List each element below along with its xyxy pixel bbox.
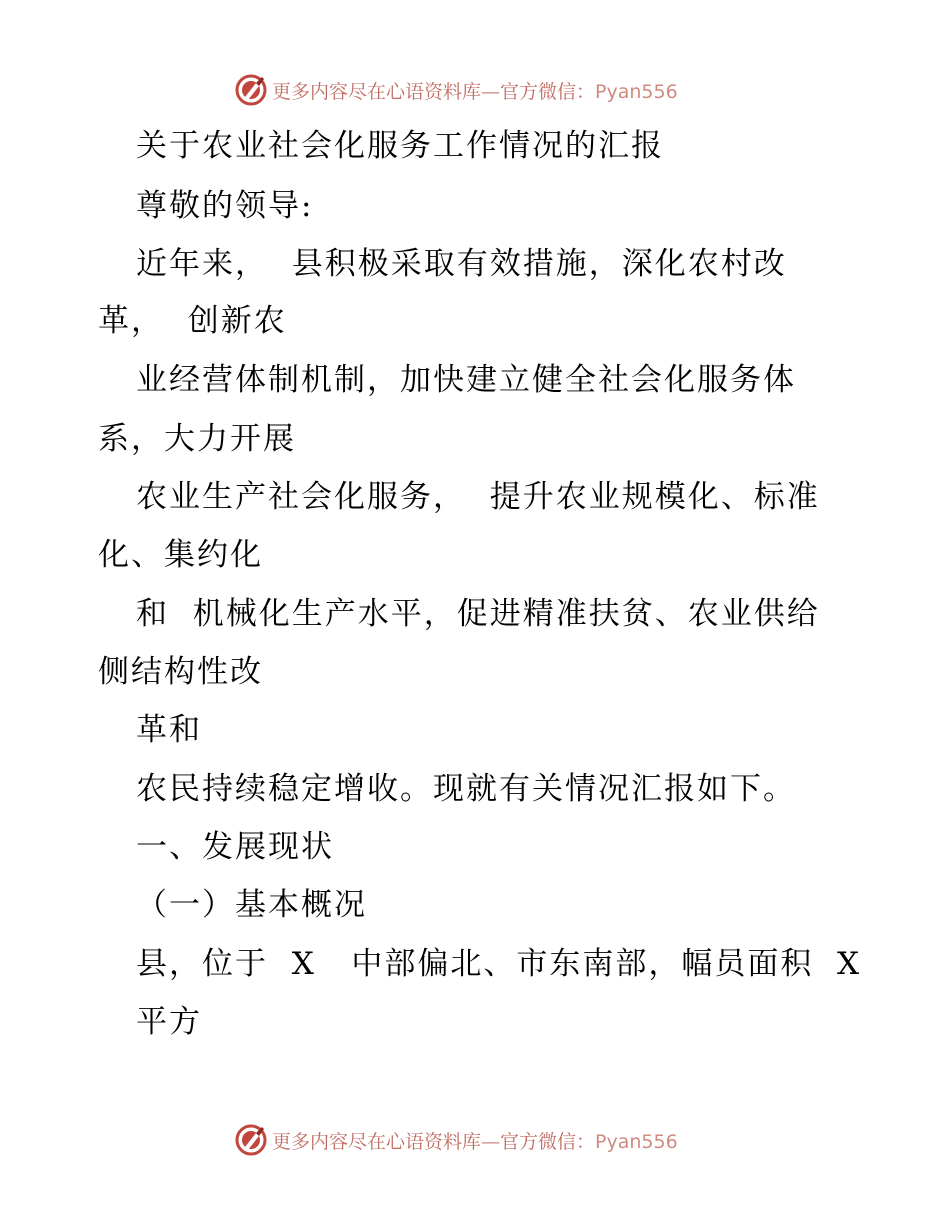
watermark-wechat-id: Pyan556 bbox=[595, 80, 678, 103]
paragraph-line: 县，位于 X 中部偏北、市东南部，幅员面积 X bbox=[136, 946, 862, 982]
watermark-separator: — bbox=[481, 80, 501, 103]
watermark-main-text: 更多内容尽在心语资料库 bbox=[272, 1130, 482, 1153]
paragraph-line: 系，大力开展 bbox=[98, 421, 296, 457]
pen-nib-circle-icon bbox=[234, 73, 268, 107]
section-heading: 一、发展现状 bbox=[136, 829, 334, 865]
document-title: 关于农业社会化服务工作情况的汇报 bbox=[136, 128, 664, 164]
paragraph-line: 侧结构性改 bbox=[98, 654, 263, 690]
paragraph-line: 革和 bbox=[136, 712, 202, 748]
paragraph-line: 农民持续稳定增收。现就有关情况汇报如下。 bbox=[136, 771, 796, 807]
paragraph-line: 近年来， 县积极采取有效措施，深化农村改 bbox=[136, 246, 787, 282]
footer-watermark bbox=[234, 1122, 678, 1158]
watermark-wechat-id: Pyan556 bbox=[595, 1130, 678, 1153]
paragraph-line: 农业生产社会化服务， 提升农业规模化、标准 bbox=[136, 479, 820, 515]
salutation: 尊敬的领导: bbox=[136, 188, 314, 224]
watermark-separator: — bbox=[481, 1130, 501, 1153]
watermark-wechat-label: 官方微信： bbox=[500, 1130, 596, 1153]
paragraph-line: 平方 bbox=[136, 1004, 202, 1040]
watermark-main-text: 更多内容尽在心语资料库 bbox=[272, 80, 482, 103]
pen-nib-circle-icon bbox=[234, 1123, 268, 1157]
watermark-wechat-label: 官方微信： bbox=[500, 80, 596, 103]
paragraph-line: 和 机械化生产水平，促进精准扶贫、农业供给 bbox=[136, 596, 820, 632]
paragraph-line: 化、集约化 bbox=[98, 537, 263, 573]
header-watermark bbox=[234, 72, 678, 108]
paragraph-line: 业经营体制机制，加快建立健全社会化服务体 bbox=[136, 362, 796, 398]
subsection-heading: （一）基本概况 bbox=[136, 887, 367, 923]
paragraph-line: 革， 创新农 bbox=[98, 303, 287, 339]
